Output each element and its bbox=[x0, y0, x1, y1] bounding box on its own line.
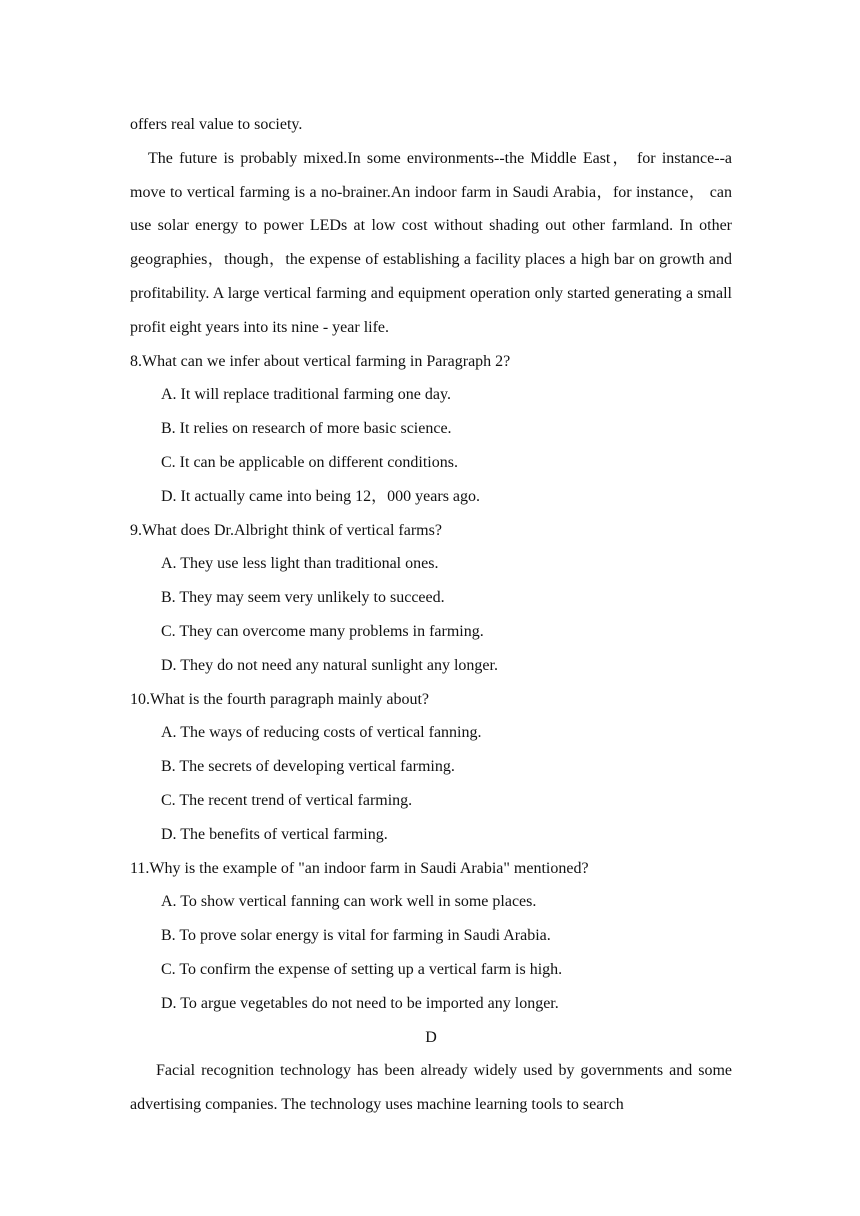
option-a: A. To show vertical fanning can work well in some places. bbox=[161, 893, 537, 911]
passage-c-closing-line: offers real value to society. bbox=[130, 116, 303, 133]
option-b: B. The secrets of developing vertical farming. bbox=[161, 758, 455, 776]
document-page bbox=[130, 108, 732, 1122]
option-d: D. It actually came into being 12，000 years ago. bbox=[161, 487, 481, 505]
option-c: C. To confirm the expense of setting up a vertical farm is high. bbox=[161, 960, 563, 978]
question-10 bbox=[130, 683, 732, 852]
option-d: D. They do not need any natural sunlight any longer. bbox=[161, 656, 498, 674]
option-c: C. It can be applicable on different conditions. bbox=[161, 453, 458, 471]
passage-d-paragraph: Facial recognition technology has been already widely used by governments and some advertising companies. The technology uses machine learning tools to search bbox=[130, 1062, 732, 1114]
option-b: B. To prove solar energy is vital for farming in Saudi Arabia. bbox=[161, 927, 551, 945]
question-9 bbox=[130, 514, 732, 683]
option-d: D. To argue vegetables do not need to be imported any longer. bbox=[161, 994, 559, 1012]
section-d-heading: D bbox=[425, 1028, 437, 1046]
option-a: A. The ways of reducing costs of vertical fanning. bbox=[161, 724, 482, 742]
question-stem: 10.What is the fourth paragraph mainly about? bbox=[130, 690, 430, 708]
option-b: B. They may seem very unlikely to succeed. bbox=[161, 589, 445, 607]
option-c: C. The recent trend of vertical farming. bbox=[161, 791, 413, 809]
question-8 bbox=[130, 345, 732, 514]
option-d: D. The benefits of vertical farming. bbox=[161, 825, 388, 843]
option-a: A. It will replace traditional farming one day. bbox=[161, 386, 451, 404]
question-stem: 9.What does Dr.Albright think of vertical farms? bbox=[130, 521, 442, 539]
option-a: A. They use less light than traditional ones. bbox=[161, 555, 439, 573]
question-11 bbox=[130, 852, 732, 1021]
question-stem: 11.Why is the example of "an indoor farm in Saudi Arabia" mentioned? bbox=[130, 859, 589, 877]
passage-c-paragraph: The future is probably mixed.In some environments--the Middle East， for instance--a move to vertical farming is a no-brainer.An indoor farm in Saudi Arabia，for instance， can use solar energy to power LEDs at low cost without shading out other farmland. In other geographies，though，the expense of establishing a facility places a high bar on growth and profitability. A large vertical farming and equipment operation only started generating a small profit eight years into its nine - year life. bbox=[130, 149, 733, 336]
option-b: B. It relies on research of more basic science. bbox=[161, 420, 452, 438]
option-c: C. They can overcome many problems in farming. bbox=[161, 622, 484, 640]
question-stem: 8.What can we infer about vertical farming in Paragraph 2? bbox=[130, 352, 511, 370]
